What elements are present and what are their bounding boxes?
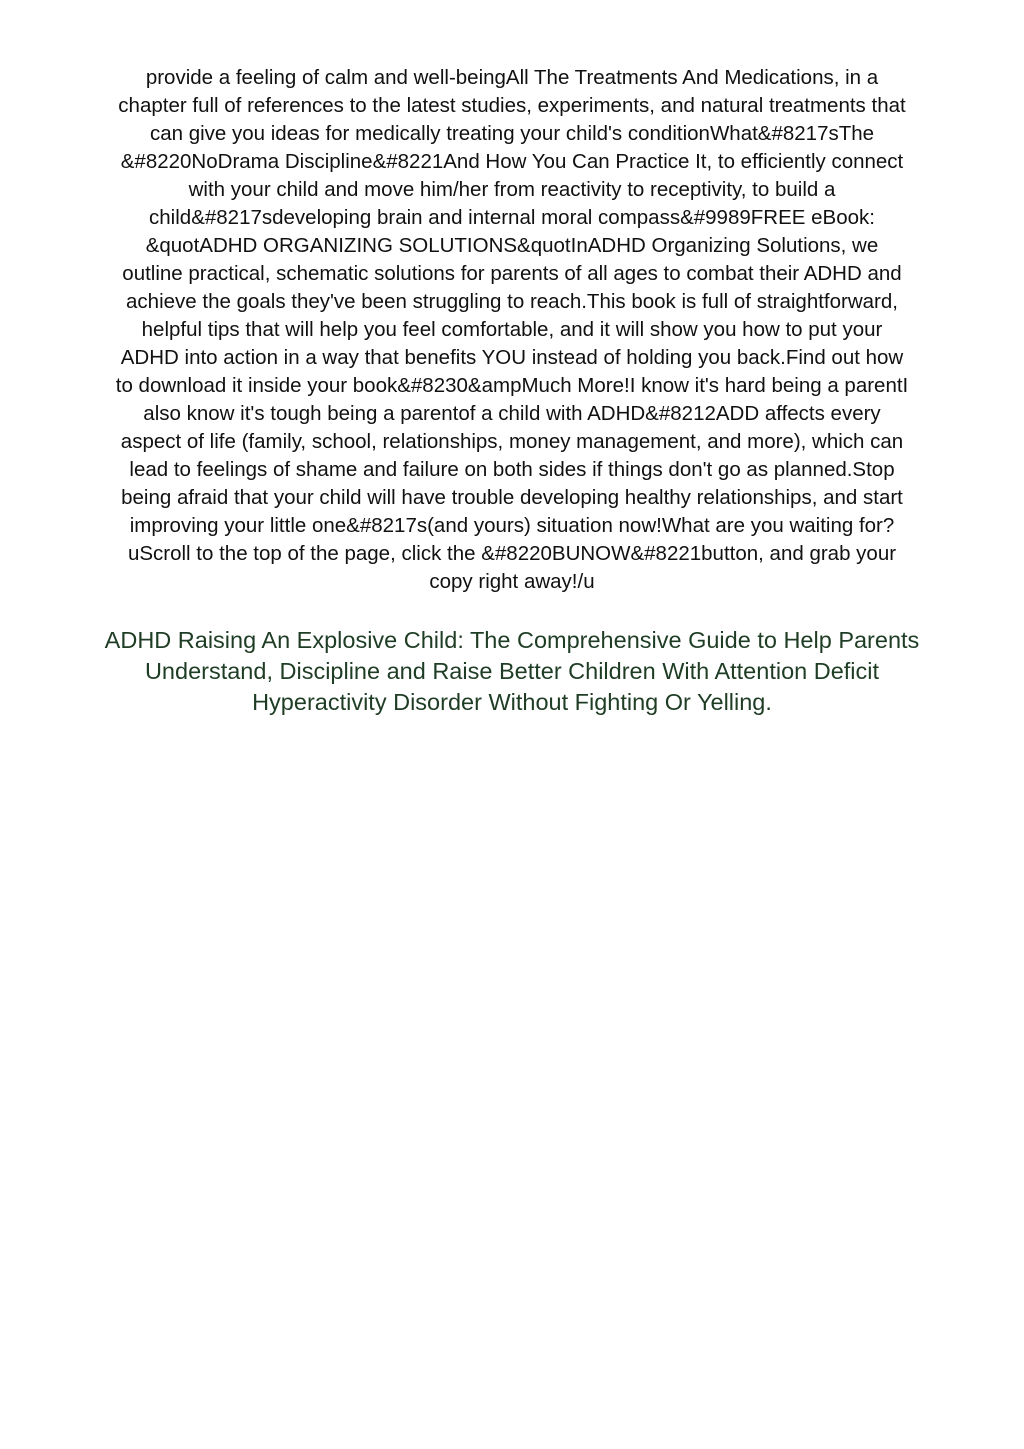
description-line: copy right away!/u (429, 570, 595, 593)
description-line: to download it inside your book&#8230&ampMuch More!I know it's hard being a parentI (115, 374, 909, 397)
description-line: also know it's tough being a parentof a child with ADHD&#8212ADD affects every (143, 402, 881, 425)
description-line: outline practical, schematic solutions for parents of all ages to combat their ADHD and (122, 262, 902, 285)
description-line: lead to feelings of shame and failure on both sides if things don't go as planned.Stop (129, 458, 895, 481)
description-line: helpful tips that will help you feel comfortable, and it will show you how to put your (141, 318, 883, 341)
description-line: ADHD into action in a way that benefits YOU instead of holding you back.Find out how (120, 346, 904, 369)
book-title-line: Understand, Discipline and Raise Better Children With Attention Deficit (144, 658, 880, 684)
description-line: provide a feeling of calm and well-beingAll The Treatments And Medications, in a (145, 66, 879, 89)
book-title (60, 625, 964, 718)
description-line: uScroll to the top of the page, click the &#8220BUNOW&#8221button, and grab your (127, 542, 897, 565)
description-line: being afraid that your child will have trouble developing healthy relationships, and start (121, 486, 903, 509)
description-line: aspect of life (family, school, relationships, money management, and more), which can (120, 430, 904, 453)
description-line: chapter full of references to the latest studies, experiments, and natural treatments that (118, 94, 906, 117)
description-paragraph (60, 64, 964, 596)
description-line: child&#8217sdeveloping brain and internal moral compass&#9989FREE eBook: (149, 206, 875, 229)
description-line: achieve the goals they've been struggling to reach.This book is full of straightforward, (126, 290, 898, 313)
description-line: &quotADHD ORGANIZING SOLUTIONS&quotInADHD Organizing Solutions, we (145, 234, 879, 257)
book-title-line: ADHD Raising An Explosive Child: The Comprehensive Guide to Help Parents (104, 627, 920, 653)
description-line: improving your little one&#8217s(and yours) situation now!What are you waiting for? (129, 514, 895, 537)
book-title-line: Hyperactivity Disorder Without Fighting Or Yelling. (252, 689, 772, 715)
description-line: &#8220NoDrama Discipline&#8221And How You Can Practice It, to efficiently connect (120, 150, 904, 173)
description-line: with your child and move him/her from reactivity to receptivity, to build a (188, 178, 836, 201)
description-line: can give you ideas for medically treating your child's conditionWhat&#8217sThe (149, 122, 875, 145)
